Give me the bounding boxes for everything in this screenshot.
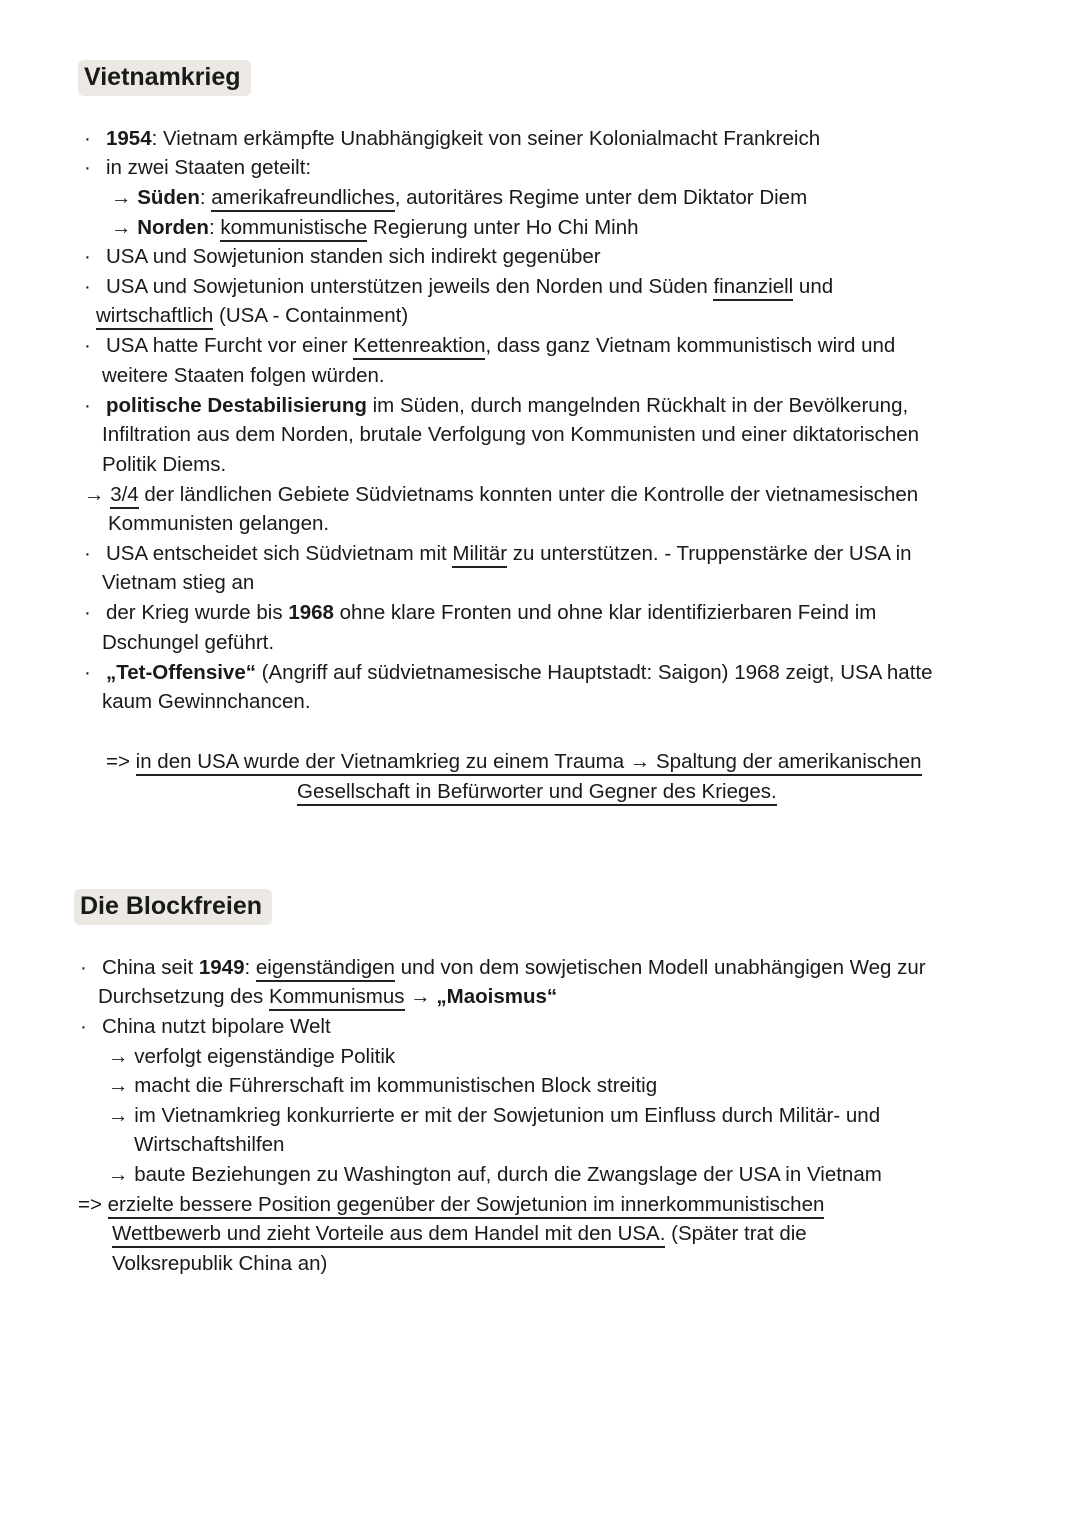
arrow-icon: → (111, 186, 132, 209)
bullet-icon: · (84, 661, 91, 684)
arrow-icon: → (108, 1104, 129, 1127)
text-line: · „Tet-Offensive“ (Angriff auf südvietnamesische Hauptstadt: Saigon) 1968 zeigt, USA hatte (84, 658, 933, 688)
text-line: · in zwei Staaten geteilt: (84, 153, 311, 183)
bullet-icon: · (84, 394, 91, 417)
bullet-icon: · (84, 275, 91, 298)
text-line: · USA hatte Furcht vor einer Kettenreaktion, dass ganz Vietnam kommunistisch wird und (84, 331, 895, 361)
text-line: weitere Staaten folgen würden. (102, 364, 385, 387)
text-line: · USA entscheidet sich Südvietnam mit Militär zu unterstützen. - Truppenstärke der USA in (84, 539, 912, 569)
bullet-icon: · (80, 1015, 87, 1038)
bullet-icon: · (84, 245, 91, 268)
conclusion-line: Gesellschaft in Befürworter und Gegner des Krieges. (297, 777, 777, 807)
conclusion-line: Wettbewerb und zieht Vorteile aus dem Handel mit den USA. (Später trat die (112, 1219, 807, 1249)
text-line: · China seit 1949: eigenständigen und von dem sowjetischen Modell unabhängigen Weg zur (80, 953, 926, 983)
text-line: · 1954: Vietnam erkämpfte Unabhängigkeit von seiner Kolonialmacht Frankreich (84, 124, 820, 154)
text-line: → 3/4 der ländlichen Gebiete Südvietnams konnten unter die Kontrolle der vietnamesischen (84, 480, 918, 510)
bullet-icon: · (84, 601, 91, 624)
bullet-icon: · (80, 956, 87, 979)
text-line: kaum Gewinnchancen. (102, 690, 311, 713)
bullet-icon: · (84, 334, 91, 357)
arrow-icon: → (108, 1045, 129, 1068)
bullet-icon: · (84, 542, 91, 565)
text-line: → Süden: amerikafreundliches, autoritäres Regime unter dem Diktator Diem (111, 183, 807, 213)
text-line: → macht die Führerschaft im kommunistischen Block streitig (108, 1071, 657, 1101)
text-line: · USA und Sowjetunion standen sich indirekt gegenüber (84, 242, 601, 272)
text-line: · politische Destabilisierung im Süden, durch mangelnden Rückhalt in der Bevölkerung, (84, 391, 908, 421)
text-line: Dschungel geführt. (102, 631, 275, 654)
bullet-icon: · (84, 127, 91, 150)
text-line: · USA und Sowjetunion unterstützen jeweils den Norden und Süden finanziell und (84, 272, 833, 302)
arrow-icon: → (108, 1074, 129, 1097)
text-line: → baute Beziehungen zu Washington auf, durch die Zwangslage der USA in Vietnam (108, 1160, 882, 1190)
text-line: Durchsetzung des Kommunismus → „Maoismus“ (98, 982, 557, 1012)
text-line: → Norden: kommunistische Regierung unter Ho Chi Minh (111, 213, 639, 243)
bullet-icon: · (84, 156, 91, 179)
text-line: Volksrepublik China an) (112, 1252, 328, 1275)
arrow-icon: → (108, 1163, 129, 1186)
text-line: Politik Diems. (102, 453, 227, 476)
arrow-icon: → (111, 216, 132, 239)
text-line: · der Krieg wurde bis 1968 ohne klare Fronten und ohne klar identifizierbaren Feind im (84, 598, 876, 628)
heading-die-blockfreien: Die Blockfreien (74, 889, 272, 925)
conclusion-line: => erzielte bessere Position gegenüber der Sowjetunion im innerkommunistischen (78, 1190, 824, 1220)
text-line: → im Vietnamkrieg konkurrierte er mit der Sowjetunion um Einfluss durch Militär- und (108, 1101, 880, 1131)
text-line: wirtschaftlich (USA - Containment) (96, 301, 408, 331)
text-line: Kommunisten gelangen. (108, 512, 330, 535)
text-line: · China nutzt bipolare Welt (80, 1012, 331, 1042)
text-line: → verfolgt eigenständige Politik (108, 1042, 395, 1072)
heading-vietnamkrieg: Vietnamkrieg (78, 60, 251, 96)
text-line: Wirtschaftshilfen (134, 1133, 285, 1156)
text-line: Infiltration aus dem Norden, brutale Verfolgung von Kommunisten und einer diktatorischen (102, 423, 920, 446)
text-line: Vietnam stieg an (102, 571, 255, 594)
arrow-icon: → (84, 483, 105, 506)
conclusion-line: => in den USA wurde der Vietnamkrieg zu einem Trauma → Spaltung der amerikanischen (106, 747, 922, 777)
